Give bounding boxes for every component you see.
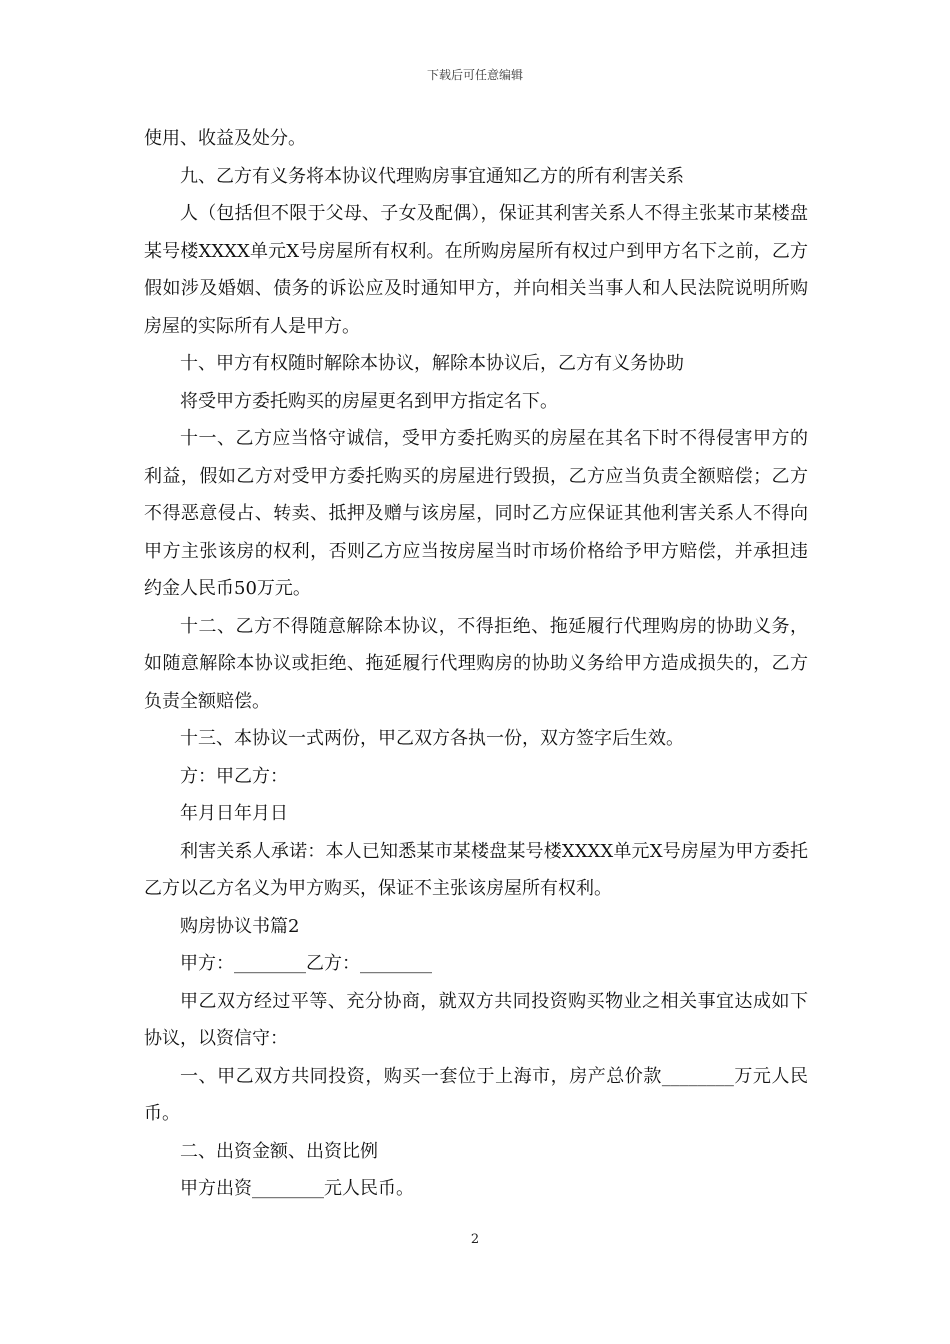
paragraph-7: 十三、本协议一式两份，甲乙双方各执一份，双方签字后生效。 xyxy=(180,728,684,749)
paragraph-14: 一、甲乙双方共同投资，购买一套位于上海市，房产总价款________万元人民币。 xyxy=(144,1065,808,1124)
paragraph-6: 十二、乙方不得随意解除本协议，不得拒绝、拖延履行代理购房的协助义务，如随意解除本协议或拒绝、拖延履行代理购房的协助义务给甲方造成损失的，乙方负责全额赔偿。 xyxy=(144,615,808,712)
paragraph-9: 年月日年月日 xyxy=(180,803,288,824)
paragraph-1: 九、乙方有义务将本协议代理购房事宜通知乙方的所有利害关系 xyxy=(180,165,684,187)
paragraph-16: 甲方出资________元人民币。 xyxy=(180,1178,414,1199)
paragraph-10: 利害关系人承诺：本人已知悉某市某楼盘某号楼XXXX单元X号房屋为甲方委托乙方以乙方名义为甲方购买，保证不主张该房屋所有权利。 xyxy=(144,840,808,899)
paragraph-3: 十、甲方有权随时解除本协议，解除本协议后，乙方有义务协助 xyxy=(180,353,684,374)
paragraph-12: 甲方：________乙方：________ xyxy=(180,953,432,974)
paragraph-2: 人（包括但不限于父母、子女及配偶），保证其利害关系人不得主张某市某楼盘某号楼XXXX单元X号房屋所有权利。在所购房屋所有权过户到甲方名下之前，乙方假如涉及婚姻、债务的诉讼应及时通知甲方，并向相关当事人和人民法院说明所购房屋的实际所有人是甲方。 xyxy=(144,203,808,337)
document-body xyxy=(144,120,808,1208)
paragraph-15: 二、出资金额、出资比例 xyxy=(180,1140,378,1162)
paragraph-5: 十一、乙方应当恪守诚信，受甲方委托购买的房屋在其名下时不得侵害甲方的利益，假如乙方对受甲方委托购买的房屋进行毁损，乙方应当负责全额赔偿；乙方不得恶意侵占、转卖、抵押及赠与该房屋，同时乙方应保证其他利害关系人不得向甲方主张该房的权利，否则乙方应当按房屋当时市场价格给予甲方赔偿，并承担违约金人民币50万元。 xyxy=(144,428,808,599)
page-header: 下载后可任意编辑 xyxy=(426,68,523,82)
paragraph-0: 使用、收益及处分。 xyxy=(144,128,306,149)
page-number: 2 xyxy=(470,1232,480,1247)
paragraph-13: 甲乙双方经过平等、充分协商，就双方共同投资购买物业之相关事宜达成如下协议，以资信守： xyxy=(144,990,808,1049)
paragraph-4: 将受甲方委托购买的房屋更名到甲方指定名下。 xyxy=(180,390,558,412)
paragraph-11: 购房协议书篇2 xyxy=(180,915,300,937)
paragraph-8: 方：甲乙方： xyxy=(180,765,288,787)
